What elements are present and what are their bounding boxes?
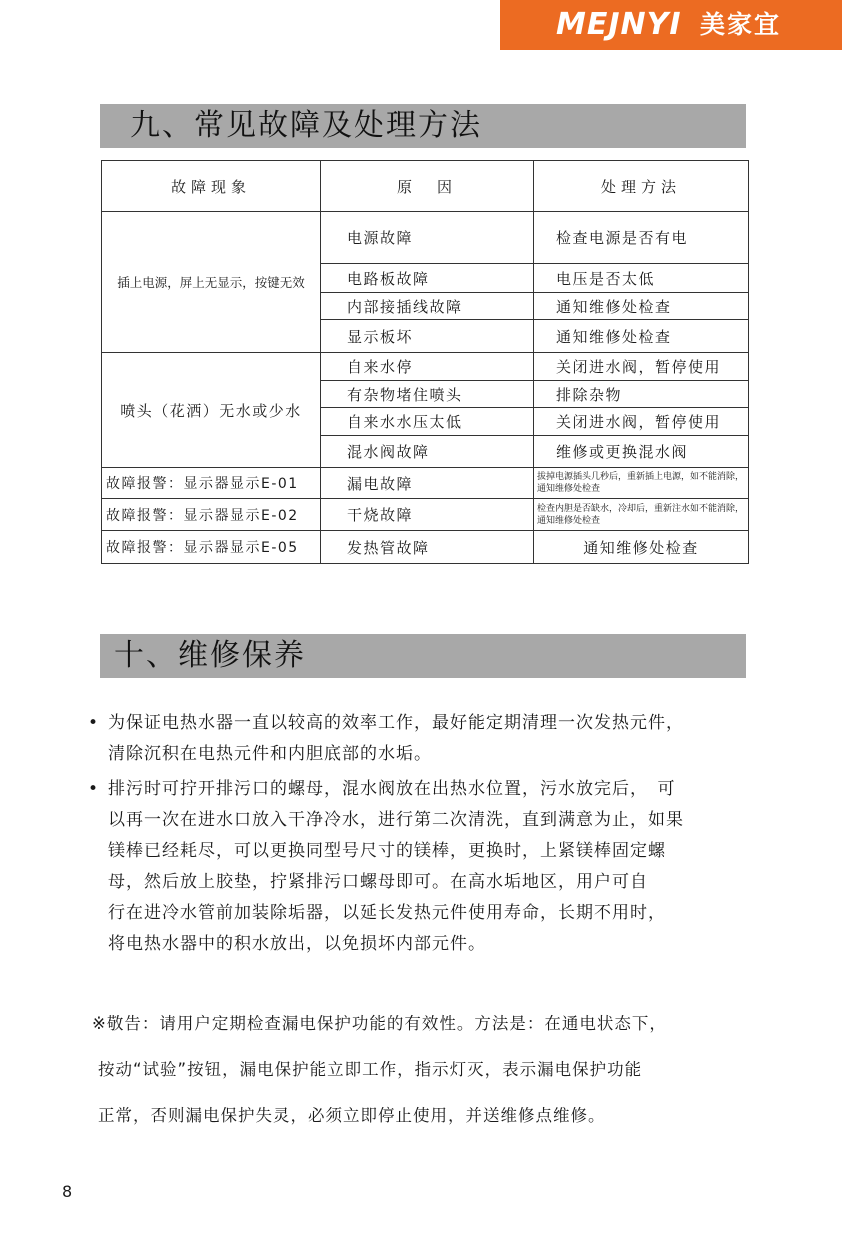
cause-cell: 干烧故障 <box>321 499 534 531</box>
fix-cell: 检查电源是否有电 <box>534 212 749 264</box>
paragraph-line: 镁棒已经耗尽，可以更换同型号尺寸的镁棒，更换时，上紧镁棒固定螺 <box>108 841 666 861</box>
column-header: 处理方法 <box>534 161 749 212</box>
fault-table <box>101 160 749 564</box>
section-heading-maintenance <box>100 634 746 678</box>
alarm-symptom-cell: 故障报警：显示器显示E-01 <box>102 468 321 499</box>
paragraph-line: 排污时可拧开排污口的螺母，混水阀放在出热水位置，污水放完后， 可 <box>108 779 676 799</box>
fix-cell: 关闭进水阀，暂停使用 <box>534 408 749 436</box>
brand-logo-cn: 美家宜 <box>700 10 782 39</box>
cause-cell: 混水阀故障 <box>321 436 534 468</box>
fix-cell: 通知维修处检查 <box>534 293 749 320</box>
warning-line: 按动“试验”按钮，漏电保护能立即工作，指示灯灭，表示漏电保护功能 <box>98 1060 643 1079</box>
cause-cell: 发热管故障 <box>321 531 534 564</box>
fix-cell: 检查内胆是否缺水，冷却后，重新注水如不能消除，通知维修处检查 <box>534 499 749 531</box>
bullet-icon: • <box>88 779 100 799</box>
fix-cell: 关闭进水阀，暂停使用 <box>534 353 749 381</box>
cause-cell: 内部接插线故障 <box>321 293 534 320</box>
table-row <box>102 531 749 564</box>
brand-logo-en: MEJNYI <box>556 7 682 42</box>
paragraph-line: 清除沉积在电热元件和内胆底部的水垢。 <box>108 744 432 764</box>
section-title: 九、常见故障及处理方法 <box>130 108 482 143</box>
symptom-cell: 插上电源，屏上无显示，按键无效 <box>102 212 321 353</box>
cause-cell: 有杂物堵住喷头 <box>321 381 534 408</box>
paragraph-line: 将电热水器中的积水放出，以免损坏内部元件。 <box>108 934 486 954</box>
table-row <box>102 499 749 531</box>
paragraph-line: 母，然后放上胶垫，拧紧排污口螺母即可。在高水垢地区，用户可自 <box>108 872 648 892</box>
cause-cell: 电路板故障 <box>321 264 534 293</box>
column-header: 原 因 <box>321 161 534 212</box>
fix-cell: 电压是否太低 <box>534 264 749 293</box>
fix-cell: 排除杂物 <box>534 381 749 408</box>
fix-cell: 通知维修处检查 <box>534 531 749 564</box>
page-number: 8 <box>62 1182 73 1201</box>
table-row <box>102 212 749 264</box>
fix-cell: 维修或更换混水阀 <box>534 436 749 468</box>
paragraph-line: 以再一次在进水口放入干净冷水，进行第二次清洗，直到满意为止，如果 <box>108 810 684 830</box>
section-heading-faults <box>100 104 746 148</box>
fix-cell: 通知维修处检查 <box>534 320 749 353</box>
maintenance-paragraph-2 <box>88 774 684 960</box>
table-header-row <box>102 161 749 212</box>
warning-line: ※敬告：请用户定期检查漏电保护功能的有效性。方法是：在通电状态下， <box>92 1014 667 1033</box>
symptom-cell: 喷头（花洒）无水或少水 <box>102 353 321 468</box>
alarm-symptom-cell: 故障报警：显示器显示E-02 <box>102 499 321 531</box>
bullet-icon: • <box>88 713 100 733</box>
warning-line: 正常，否则漏电保护失灵，必须立即停止使用，并送维修点维修。 <box>98 1106 606 1125</box>
column-header: 故障现象 <box>102 161 321 212</box>
fix-cell: 拔掉电源插头几秒后，重新插上电源，如不能消除，通知维修处检查 <box>534 468 749 499</box>
section-title: 十、维修保养 <box>114 638 306 673</box>
alarm-symptom-cell: 故障报警：显示器显示E-05 <box>102 531 321 564</box>
table-row <box>102 353 749 381</box>
table-row <box>102 468 749 499</box>
cause-cell: 漏电故障 <box>321 468 534 499</box>
paragraph-line: 为保证电热水器一直以较高的效率工作，最好能定期清理一次发热元件， <box>108 713 684 733</box>
cause-cell: 显示板坏 <box>321 320 534 353</box>
cause-cell: 自来水停 <box>321 353 534 381</box>
cause-cell: 自来水水压太低 <box>321 408 534 436</box>
paragraph-line: 行在进冷水管前加装除垢器，以延长发热元件使用寿命，长期不用时， <box>108 903 666 923</box>
cause-cell: 电源故障 <box>321 212 534 264</box>
maintenance-paragraph-1 <box>88 708 684 770</box>
